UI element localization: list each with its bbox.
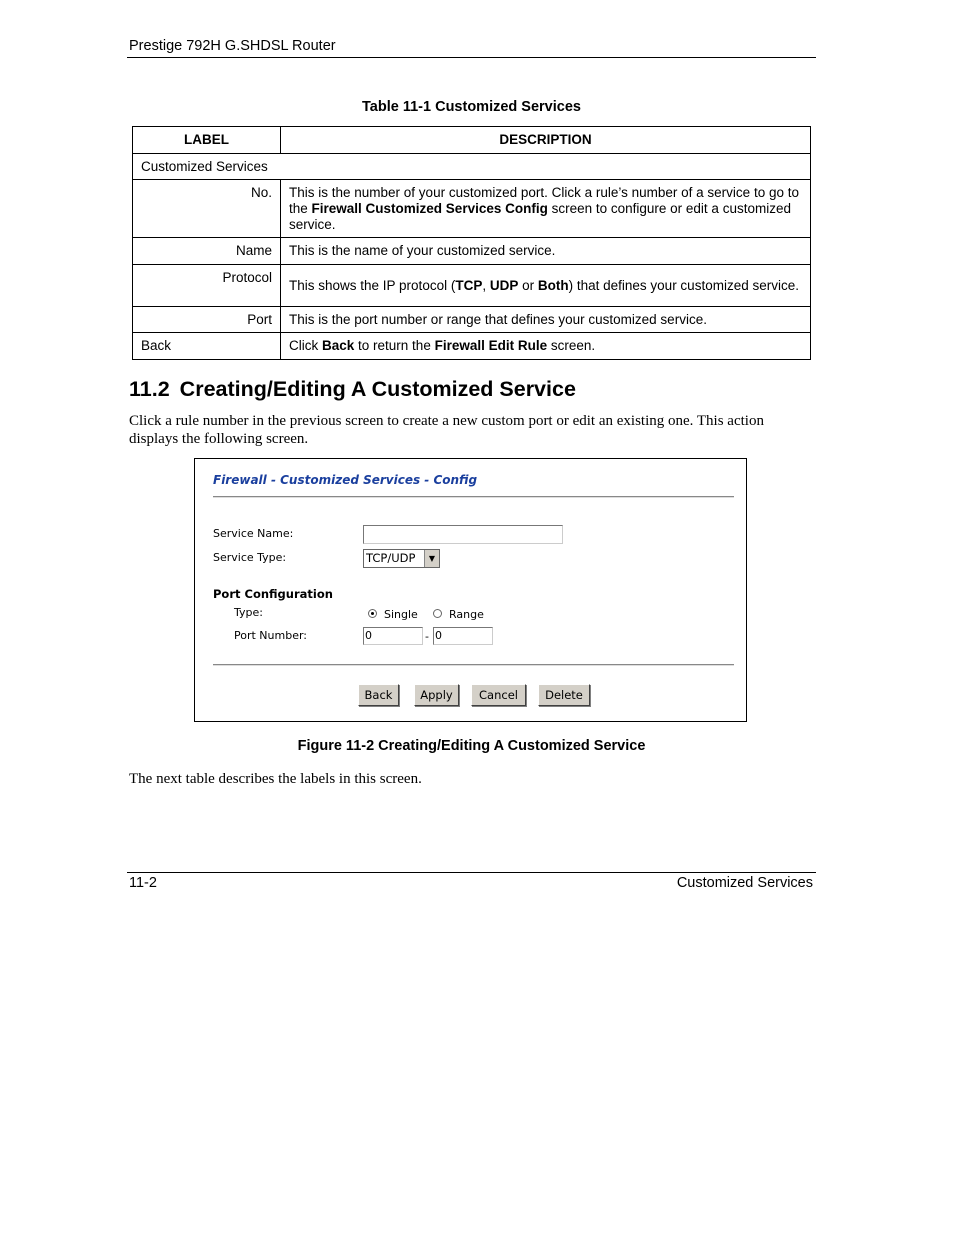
row-label: Protocol xyxy=(133,265,281,307)
port-separator: - xyxy=(425,630,429,643)
desc-text: Click xyxy=(289,338,322,353)
footer-rule xyxy=(127,872,816,873)
intro-paragraph: Click a rule number in the previous screen to create a new custom port or edit an existing one. This action displays the following screen. xyxy=(129,413,764,447)
row-label: Name xyxy=(133,238,281,265)
port-to-input[interactable]: 0 xyxy=(433,627,493,645)
table-caption: Table 11-1 Customized Services xyxy=(362,99,581,115)
service-name-input[interactable] xyxy=(363,525,563,544)
desc-bold: UDP xyxy=(489,277,519,293)
table-row xyxy=(133,238,811,265)
table-row xyxy=(133,307,811,333)
row-description xyxy=(281,265,811,307)
port-config-heading: Port Configuration xyxy=(213,587,333,601)
after-figure-paragraph: The next table describes the labels in this screen. xyxy=(129,771,422,787)
desc-bold: Firewall Edit Rule xyxy=(434,338,548,353)
port-from-input[interactable]: 0 xyxy=(363,627,423,645)
service-name-label: Service Name: xyxy=(213,527,294,540)
service-type-select[interactable] xyxy=(363,549,440,568)
port-number-label: Port Number: xyxy=(234,629,308,642)
desc-text: or xyxy=(518,277,538,293)
table-row xyxy=(133,265,811,307)
desc-bold: Both xyxy=(537,277,569,293)
radio-selected-dot xyxy=(371,612,374,615)
radio-single-label: Single xyxy=(384,608,418,621)
desc-text: to return the xyxy=(354,338,435,353)
desc-text: This shows the IP protocol ( xyxy=(289,277,456,293)
radio-single[interactable] xyxy=(368,609,377,618)
title-divider xyxy=(213,496,734,498)
row-description: This is the name of your customized service. xyxy=(281,238,811,265)
button-divider xyxy=(213,664,734,666)
config-screenshot xyxy=(194,458,747,722)
radio-range[interactable] xyxy=(433,609,442,618)
row-description xyxy=(281,180,811,238)
desc-text: , xyxy=(482,277,490,293)
figure-caption: Figure 11-2 Creating/Editing A Customized Service xyxy=(297,738,646,754)
desc-text: screen. xyxy=(547,338,596,353)
column-header-label: LABEL xyxy=(133,127,281,154)
section-title: Creating/Editing A Customized Service xyxy=(179,377,576,401)
row-label: Port xyxy=(133,307,281,333)
column-header-description: DESCRIPTION xyxy=(281,127,811,154)
row-description xyxy=(281,333,811,360)
radio-range-label: Range xyxy=(449,608,484,621)
apply-button[interactable]: Apply xyxy=(414,684,459,706)
table-section-row xyxy=(133,154,811,180)
desc-text: This is the number of your customized port. Click a rule’s number of a service to go to the xyxy=(289,184,799,216)
service-type-label: Service Type: xyxy=(213,551,287,564)
desc-bold: Back xyxy=(322,338,355,353)
row-description: This is the port number or range that defines your customized service. xyxy=(281,307,811,333)
running-header: Prestige 792H G.SHDSL Router xyxy=(129,38,336,54)
section-label: Customized Services xyxy=(133,154,811,180)
table-row xyxy=(133,180,811,238)
chapter-title: Customized Services xyxy=(676,875,813,891)
cancel-button[interactable]: Cancel xyxy=(471,684,526,706)
row-label: Back xyxy=(133,333,281,360)
desc-bold: Firewall Customized Services Config xyxy=(311,200,548,216)
customized-services-table xyxy=(132,126,811,360)
chevron-down-icon[interactable]: ▼ xyxy=(424,550,439,567)
desc-text: ) that defines your customized service. xyxy=(568,277,799,293)
delete-button[interactable]: Delete xyxy=(538,684,590,706)
row-label: No. xyxy=(133,180,281,238)
section-heading xyxy=(129,377,576,402)
service-type-value: TCP/UDP xyxy=(366,551,416,565)
desc-bold: TCP xyxy=(455,277,483,293)
table-header-row xyxy=(133,127,811,154)
table-row xyxy=(133,333,811,360)
screen-title: Firewall - Customized Services - Config xyxy=(213,473,478,487)
type-label: Type: xyxy=(234,606,263,619)
desc-text: screen to configure or edit a customized service. xyxy=(289,200,791,232)
header-rule xyxy=(127,57,816,58)
back-button[interactable]: Back xyxy=(358,684,399,706)
section-number: 11.2 xyxy=(129,377,170,401)
page-number: 11-2 xyxy=(129,875,157,891)
